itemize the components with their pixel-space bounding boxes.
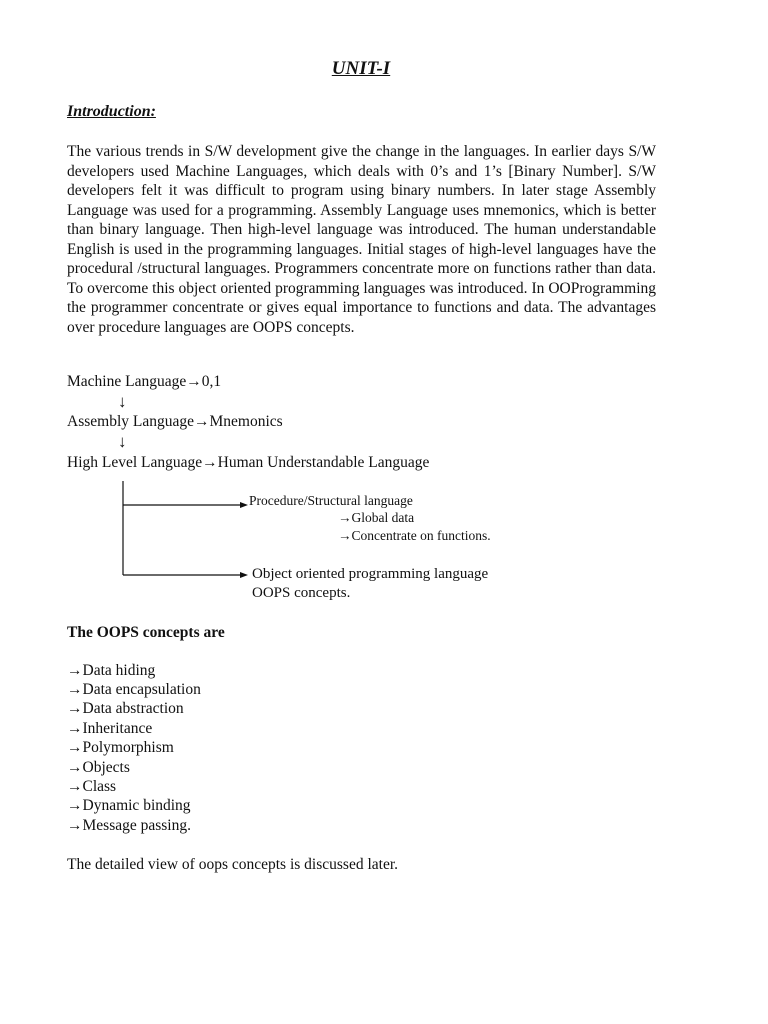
concept-item: →Dynamic binding xyxy=(67,797,191,814)
procedural-language-label: Procedure/Structural language xyxy=(249,493,413,508)
high-level-language-line: High Level Language→Human Understandable Language xyxy=(67,454,430,471)
concept-item: →Inheritance xyxy=(67,720,153,737)
oop-concepts-label: OOPS concepts. xyxy=(252,585,351,601)
procedural-point-functions: →Concentrate on functions. xyxy=(338,528,491,543)
introduction-heading: Introduction: xyxy=(67,103,156,120)
concept-item: →Data abstraction xyxy=(67,700,184,717)
oops-concepts-heading: The OOPS concepts are xyxy=(67,624,225,641)
down-arrow-icon: ↓ xyxy=(118,392,127,411)
assembly-language-line: Assembly Language→Mnemonics xyxy=(67,413,283,430)
machine-language-line: Machine Language→0,1 xyxy=(67,373,222,390)
concept-item: →Polymorphism xyxy=(67,739,174,756)
arrowhead-icon xyxy=(240,502,248,508)
concept-item: →Objects xyxy=(67,759,130,776)
arrowhead-icon xyxy=(240,572,248,578)
concept-item: →Class xyxy=(67,778,117,795)
down-arrow-icon: ↓ xyxy=(118,432,127,451)
procedural-point-global-data: →Global data xyxy=(338,510,415,525)
oop-language-label: Object oriented programming language xyxy=(252,566,489,582)
concept-item: →Data encapsulation xyxy=(67,681,201,698)
introduction-paragraph: The various trends in S/W development give the change in the languages. In earlier days S/W developers used Machine Languages, which deals with 0’s and 1’s [Binary Number]. S/W developers felt it was difficult to program using binary numbers. In later stage Assembly Language was used for a programming. Assembly Language uses mnemonics, which is better than binary language. Then high-level language was introduced. The human understandable English is used in the programming languages. Initial stages of high-level languages have the procedural /structural languages. Programmers concentrate more on functions rather than data. To overcome this object oriented programming languages was introduced. In OOProgramming the programmer concentrate or gives equal importance to functions and data. The advantages over procedure languages are OOPS concepts. xyxy=(67,143,656,336)
concept-item: →Data hiding xyxy=(67,662,156,679)
page-title: UNIT-I xyxy=(331,58,391,79)
concept-item: →Message passing. xyxy=(67,817,191,834)
closing-sentence: The detailed view of oops concepts is discussed later. xyxy=(67,856,399,873)
